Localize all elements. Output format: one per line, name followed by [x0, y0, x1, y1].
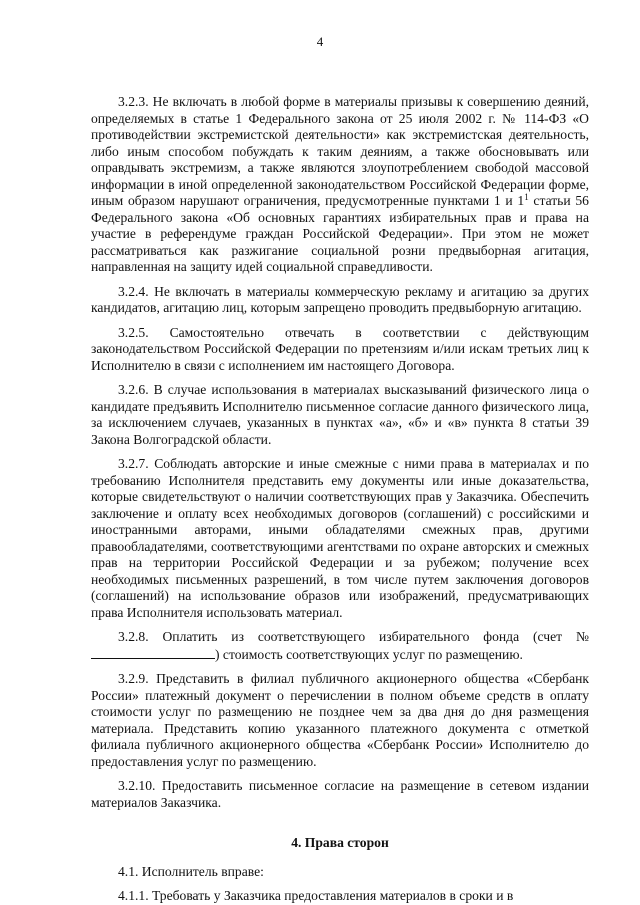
clause-3-2-9: 3.2.9. Представить в филиал публичного акционерного общества «Сбербанк России» платежный документ о перечислении в полном объеме средств в оплату стоимости услуг по размещению не позднее чем за два дня до дня размещения материала. Представить копию указанного платежного документа с отметкой филиала публичного акционерного общества «Сбербанк России» Исполнителю до предоставления услуг по размещению. [91, 671, 589, 769]
clause-3-2-8 [91, 629, 589, 663]
clause-3-2-4: 3.2.4. Не включать в материалы коммерческую рекламу и агитацию за других кандидатов, агитацию лиц, которым запрещено проводить предвыборную агитацию. [91, 283, 589, 315]
clause-3-2-3-superscript: 1 [524, 192, 529, 202]
paragraph-gap [91, 663, 589, 671]
clause-3-2-7: 3.2.7. Соблюдать авторские и иные смежные с ними права в материалах и по требованию Исполнителя представить ему документы или иные доказательства, которые свидетельствуют о наличии соответствующих прав у Заказчика. Обеспечить заключение и оплату всех необходимых договоров (соглашений) с российскими и иностранными авторами, иными обладателями смежных прав, другими правообладателями, соответствующими агентствами по охране авторских и смежных прав на территории Российской Федерации и за рубежом; получение всех необходимых письменных разрешений, в том числе путем заключения договоров (соглашений) на использование образов или изображений, предусматривающих права Исполнителя использовать материал. [91, 456, 589, 620]
clause-3-2-8-text-after: ) стоимость соответствующих услуг по размещению. [215, 646, 523, 662]
page-number: 4 [316, 34, 324, 49]
paragraph-gap [91, 448, 589, 456]
clause-3-2-5: 3.2.5. Самостоятельно отвечать в соответствии с действующим законодательством Российской Федерации по претензиям и/или искам третьих лиц к Исполнителю в связи с исполнением им настоящего Договора. [91, 324, 589, 373]
section-4-heading: 4. Права сторон [291, 835, 389, 850]
clause-4-1-1: 4.1.1. Требовать у Заказчика предоставления материалов в сроки и в [118, 888, 514, 903]
paragraph-gap [91, 317, 589, 325]
paragraph-gap [91, 374, 589, 382]
paragraph-gap [91, 276, 589, 284]
clause-3-2-3-text: 3.2.3. Не включать в любой форме в материалы призывы к совершению деяний, определяемых в статье 1 Федерального закона от 25 июля 2002 г. № 114-ФЗ «О противодействии экстремистской деятельности» как экстремистская деятельность, либо иным способом побуждать к таким деяниям, а также обосновывать или оправдывать экстремизм, а также являются злоупотреблением свободой массовой информации в иной определенной законодательством Российской Федерации форме, иным образом нарушают ограничения, предусмотренные пунктами 1 и 1 [91, 94, 589, 208]
clause-3-2-8-text: 3.2.8. Оплатить из соответствующего избирательного фонда (счет № [118, 629, 589, 644]
paragraph-gap [91, 770, 589, 778]
clause-3-2-3 [91, 94, 589, 276]
clause-3-2-3-text-after: статьи 56 Федерального закона «Об основных гарантиях избирательных прав и права на участие в референдуме граждан Российской Федерации». При этом не может рассматриваться как разжигание социальной розни предвыборная агитация, направленная на защиту идей социальной справедливости. [91, 193, 589, 274]
clause-3-2-10: 3.2.10. Предоставить письменное согласие на размещение в сетевом издании материалов Заказчика. [91, 778, 589, 810]
clause-4-1: 4.1. Исполнитель вправе: [118, 863, 264, 879]
clause-3-2-6: 3.2.6. В случае использования в материалах высказываний физического лица о кандидате предъявить Исполнителю письменное согласие данного физического лица, за исключением случаев, указанных в пунктах «а», «б» и «в» пункта 8 статьи 39 Закона Волгоградской области. [91, 382, 589, 447]
paragraph-gap [91, 880, 589, 888]
paragraph-gap [91, 621, 589, 629]
page-content [91, 94, 589, 905]
account-number-blank [91, 646, 215, 659]
